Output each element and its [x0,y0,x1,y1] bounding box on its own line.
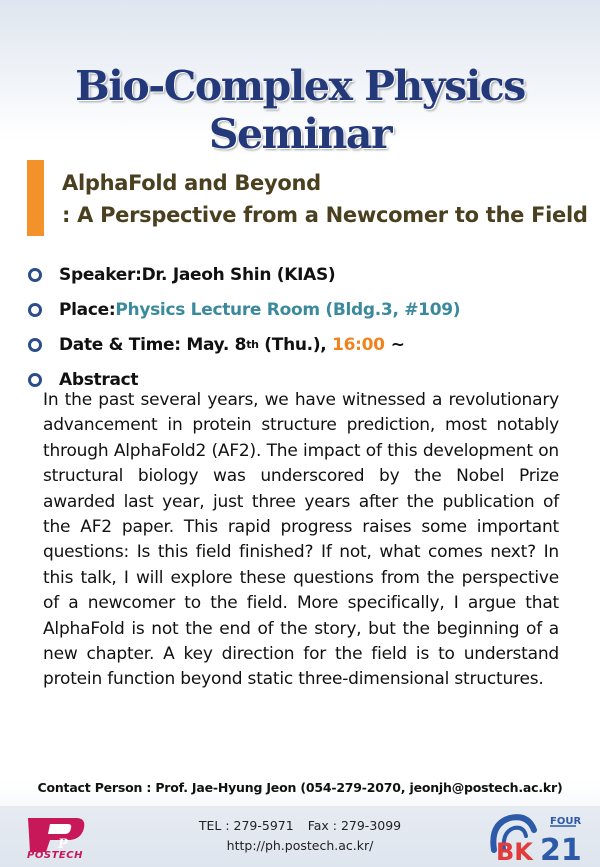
talk-title-line1: AlphaFold and Beyond [62,171,321,195]
contact-person: Contact Person : Prof. Jae-Hyung Jeon (054-279-2070, jeonjh@postech.ac.kr) [37,780,563,795]
date-label: Date & Time: May. 8 [59,334,247,355]
details-list [28,257,588,397]
date-row [28,327,588,362]
accent-bar [27,160,44,236]
date-ordinal: th [246,338,259,351]
time-suffix: ~ [390,334,405,355]
speaker-row [28,257,588,292]
bk-four-text: FOUR [550,816,582,827]
speaker-value: Dr. Jaeoh Shin (KIAS) [141,264,336,285]
footer [0,806,600,867]
bullet-icon [28,373,42,387]
tel-text: TEL : 279-5971 [198,818,294,833]
bk21-logo-icon [484,810,584,865]
place-value: Physics Lecture Room (Bldg.3, #109) [115,299,461,320]
date-rest: (Thu.), [258,334,333,355]
talk-title-line2: : A Perspective from a Newcomer to the Field [62,203,588,227]
fax-text: Fax : 279-3099 [307,818,402,833]
speaker-label: Speaker: [59,264,142,285]
bk-number: 21 [540,833,582,865]
abstract-label: Abstract [59,369,139,390]
bullet-icon [28,338,42,352]
bk-text: BK [496,838,533,865]
poster-title: Bio-Complex Physics Seminar [75,62,525,158]
bullet-icon [28,268,42,282]
place-label: Place: [59,299,116,320]
postech-mark: P [58,837,68,852]
time-value: 16:00 [332,334,385,355]
bullet-icon [28,303,42,317]
talk-title [62,167,592,231]
place-row [28,292,588,327]
abstract-text: In the past several years, we have witnessed a revolutionary advancement in protein structure prediction, most notably through AlphaFold2 (AF2). The impact of this development on structural biology was underscored by the Nobel Prize awarded last year, just three years after the publication of the AF2 paper. This rapid progress raises some important questions: Is this field finished? If not, what comes next? In this talk, I will explore these questions from the perspective of a newcomer to the field. More specifically, I argue that AlphaFold is not the end of the story, but the beginning of a new chapter. A key direction for the field is to understand protein function beyond static three-dimensional structures. [43,390,559,690]
website-link[interactable]: http://ph.postech.ac.kr/ [226,838,374,853]
postech-label: POSTECH [27,850,83,861]
